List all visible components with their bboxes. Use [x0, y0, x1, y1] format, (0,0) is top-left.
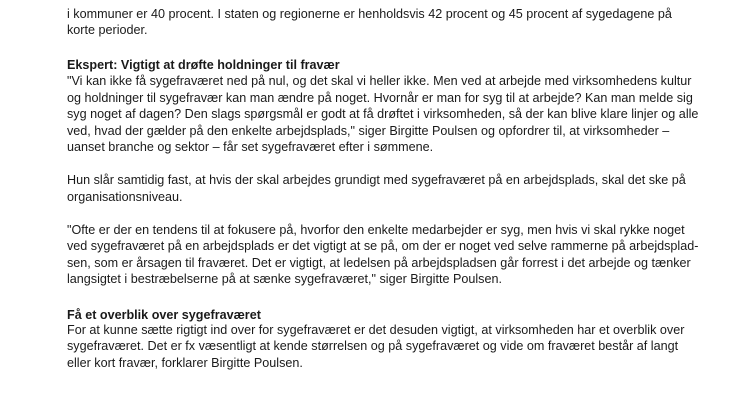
paragraph-line: ved sygefraværet på en arbejdsplads er det vigtigt at se på, om der er noget ved selve rammerne på arbejdsplad-: [67, 239, 699, 253]
paragraph-line: ved, hvad der gælder på den enkelte arbejdsplads," siger Birgitte Poulsen og opfordrer til, at virksomheder –: [67, 124, 670, 138]
paragraph-line: syg noget af dagen? Den slags spørgsmål er godt at få drøftet i virksomheden, så der kan blive klare linjer og alle: [67, 107, 699, 121]
intro-line: i kommuner er 40 procent. I staten og regionerne er henholdsvis 42 procent og 45 procent af sygedagene på: [67, 7, 672, 21]
paragraph-line: langsigtet i bestræbelserne på at sænke sygefraværet," siger Birgitte Poulsen.: [67, 272, 502, 286]
paragraph-line: "Vi kan ikke få sygefraværet ned på nul, og det skal vi heller ikke. Men ved at arbejde med virksomhedens kultur: [67, 74, 692, 88]
paragraph-line: Hun slår samtidig fast, at hvis der skal arbejdes grundigt med sygefraværet på en arbejdsplads, skal det ske på: [67, 173, 686, 187]
section-heading-expert: Ekspert: Vigtigt at drøfte holdninger til fravær: [67, 58, 340, 72]
intro-line: korte perioder.: [67, 23, 148, 37]
paragraph-line: sygefraværet. Det er fx væsentligt at kende størrelsen og på sygefraværet og vide om fraværet består af langt: [67, 339, 679, 353]
paragraph-line: For at kunne sætte rigtigt ind over for sygefraværet er det desuden vigtigt, at virksomheden har et overblik over: [67, 323, 685, 337]
paragraph-line: og holdninger til sygefravær kan man ændre på noget. Hvornår er man for syg til at arbejde? Kan man melde sig: [67, 91, 693, 105]
section-heading-overview: Få et overblik over sygefraværet: [67, 308, 261, 322]
paragraph-line: organisationsniveau.: [67, 190, 183, 204]
paragraph-line: sen, som er årsagen til fraværet. Det er vigtigt, at ledelsen på arbejdspladsen går forrest i det arbejde og tænker: [67, 256, 691, 270]
paragraph-line: eller kort fravær, forklarer Birgitte Poulsen.: [67, 356, 303, 370]
paragraph-line: uanset branche og sektor – får set sygefraværet efter i sømmene.: [67, 140, 434, 154]
paragraph-line: "Ofte er der en tendens til at fokusere på, hvorfor den enkelte medarbejder er syg, men hvis vi skal rykke noget: [67, 223, 685, 237]
